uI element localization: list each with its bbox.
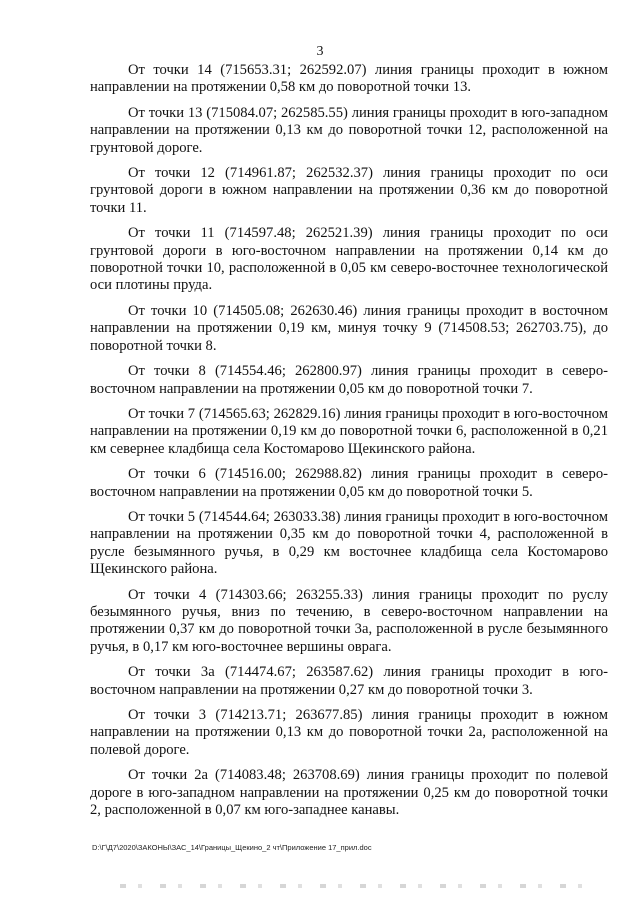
file-path-footer: D:\Г\Д7\2020\ЗАКОНЫ\ЗАС_14\Границы_Щекино_2 чт\Приложение 17_прил.doc	[92, 843, 372, 852]
boundary-paragraph: От точки 5 (714544.64; 263033.38) линия границы проходит в юго-восточном направлении на протяжении 0,35 км до поворотной точки 4, расположенной в русле безымянного ручья, в 0,29 км восточнее кладбища села Костомарово Щекинского района.	[90, 508, 608, 578]
page-number: 3	[316, 44, 324, 59]
boundary-paragraph: От точки 11 (714597.48; 262521.39) линия границы проходит по оси грунтовой дороги в юго-восточном направлении на протяжении 0,14 км до поворотной точки 10, расположенной в 0,05 км северо-восточнее технологической оси плотины пруда.	[90, 225, 608, 294]
boundary-paragraph: От точки 6 (714516.00; 262988.82) линия границы проходит в северо-восточном направлении на протяжении 0,05 км до поворотной точки 5.	[90, 466, 608, 500]
boundary-paragraph: От точки 14 (715653.31; 262592.07) линия границы проходит в южном направлении на протяжении 0,58 км до поворотной точки 13.	[90, 62, 608, 96]
boundary-paragraph: От точки 13 (715084.07; 262585.55) линия границы проходит в юго-западном направлении на протяжении 0,13 км до поворотной точки 12, расположенной на грунтовой дороге.	[90, 104, 608, 156]
document-body	[90, 62, 608, 827]
boundary-paragraph: От точки 7 (714565.63; 262829.16) линия границы проходит в юго-восточном направлении на протяжении 0,19 км до поворотной точки 6, расположенной в 0,21 км севернее кладбища села Костомарово Щекинского района.	[90, 405, 608, 457]
boundary-paragraph: От точки 8 (714554.46; 262800.97) линия границы проходит в северо-восточном направлении на протяжении 0,05 км до поворотной точки 7.	[90, 363, 608, 397]
boundary-paragraph: От точки 3 (714213.71; 263677.85) линия границы проходит в южном направлении на протяжении 0,13 км до поворотной точки 2а, расположенной на полевой дороге.	[90, 707, 608, 758]
boundary-paragraph: От точки 10 (714505.08; 262630.46) линия границы проходит в восточном направлении на протяжении 0,19 км, минуя точку 9 (714508.53; 262703.75), до поворотной точки 8.	[90, 302, 608, 354]
boundary-paragraph: От точки 3а (714474.67; 263587.62) линия границы проходит в юго-восточном направлении на протяжении 0,27 км до поворотной точки 3.	[90, 664, 608, 698]
boundary-paragraph: От точки 4 (714303.66; 263255.33) линия границы проходит по руслу безымянного ручья, вниз по течению, в северо-восточном направлении на протяжении 0,37 км до поворотной точки 3а, расположенной в русле безымянного ручья, в 0,17 км юго-восточнее вершины оврага.	[90, 586, 608, 655]
boundary-paragraph: От точки 12 (714961.87; 262532.37) линия границы проходит по оси грунтовой дороги в южном направлении на протяжении 0,36 км до поворотной точки 11.	[90, 165, 608, 216]
scan-artifact	[120, 884, 590, 888]
boundary-paragraph: От точки 2а (714083.48; 263708.69) линия границы проходит по полевой дороге в юго-западном направлении на протяжении 0,25 км до поворотной точки 2, расположенной в 0,07 км юго-западнее канавы.	[90, 767, 608, 819]
